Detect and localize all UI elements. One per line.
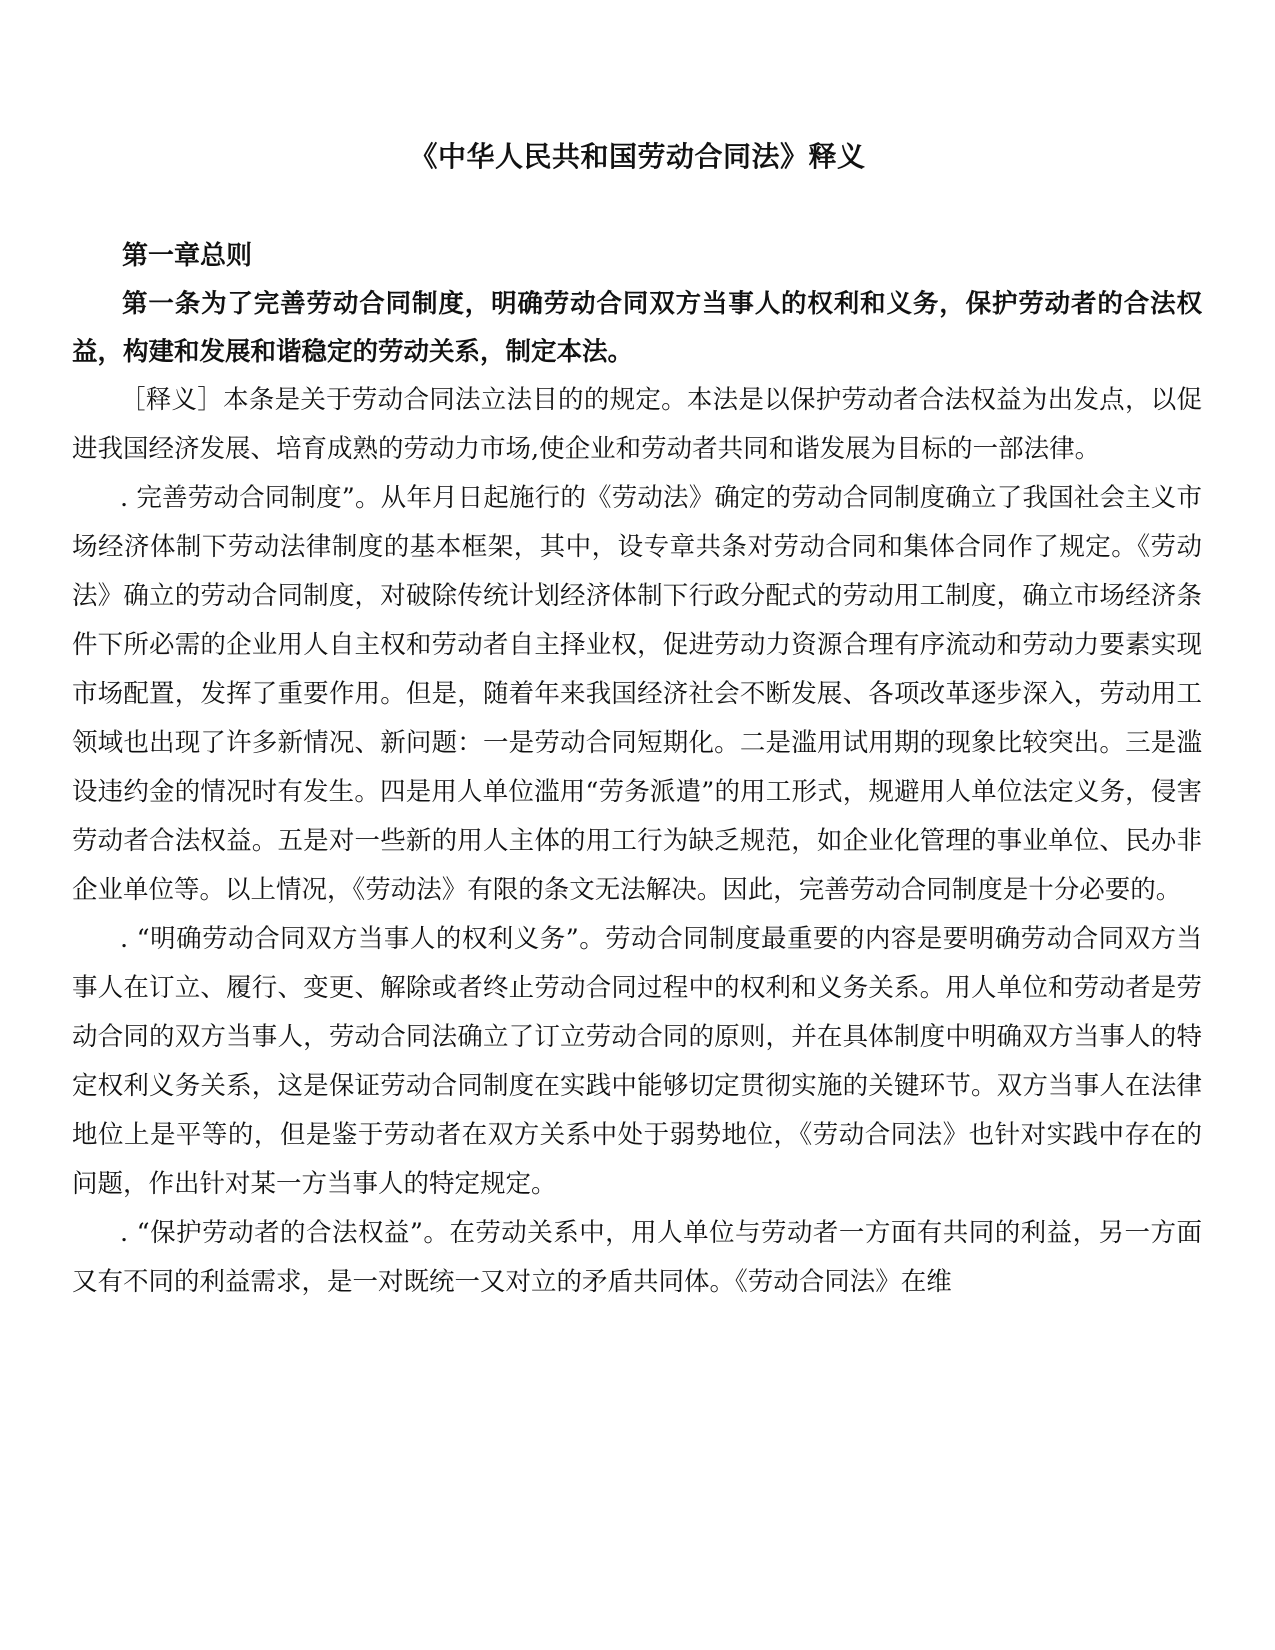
- article-1-text: 第一条为了完善劳动合同制度，明确劳动合同双方当事人的权利和义务，保护劳动者的合法权益，构建和发展和谐稳定的劳动关系，制定本法。: [72, 289, 1202, 367]
- paragraph-rights-obligations: . “明确劳动合同双方当事人的权利义务”。劳动合同制度最重要的内容是要明确劳动合同双方当事人在订立、履行、变更、解除或者终止劳动合同过程中的权利和义务关系。用人单位和劳动者是劳动合同的双方当事人，劳动合同法确立了订立劳动合同的原则，并在具体制度中明确双方当事人的特定权利义务关系，这是保证劳动合同制度在实践中能够切定贯彻实施的关键环节。双方当事人在法律地位上是平等的，但是鉴于劳动者在双方关系中处于弱势地位，《劳动合同法》也针对实践中存在的问题，作出针对某一方当事人的特定规定。: [72, 924, 1202, 1199]
- paragraph-protect-workers: . “保护劳动者的合法权益”。在劳动关系中，用人单位与劳动者一方面有共同的利益，另一方面又有不同的利益需求，是一对既统一又对立的矛盾共同体。《劳动合同法》在维: [72, 1218, 1202, 1297]
- document-body: [72, 232, 1202, 1307]
- document-title: 《中华人民共和国劳动合同法》释义: [409, 140, 866, 173]
- paragraph-interpretation: ［释义］本条是关于劳动合同法立法目的的规定。本法是以保护劳动者合法权益为出发点，以促进我国经济发展、培育成熟的劳动力市场,使企业和劳动者共同和谐发展为目标的一部法律。: [72, 385, 1202, 464]
- chapter-heading: 第一章总则: [122, 241, 253, 271]
- paragraph-improve-contract-system: . 完善劳动合同制度”。从年月日起施行的《劳动法》确定的劳动合同制度确立了我国社会主义市场经济体制下劳动法律制度的基本框架，其中，设专章共条对劳动合同和集体合同作了规定。《劳动法》确立的劳动合同制度，对破除传统计划经济体制下行政分配式的劳动用工制度，确立市场经济条件下所必需的企业用人自主权和劳动者自主择业权，促进劳动力资源合理有序流动和劳动力要素实现市场配置，发挥了重要作用。但是，随着年来我国经济社会不断发展、各项改革逐步深入，劳动用工领域也出现了许多新情况、新问题：一是劳动合同短期化。二是滥用试用期的现象比较突出。三是滥设违约金的情况时有发生。四是用人单位滥用“劳务派遣”的用工形式，规避用人单位法定义务，侵害劳动者合法权益。五是对一些新的用人主体的用工行为缺乏规范，如企业化管理的事业单位、民办非企业单位等。以上情况，《劳动法》有限的条文无法解决。因此，完善劳动合同制度是十分必要的。: [72, 483, 1202, 905]
